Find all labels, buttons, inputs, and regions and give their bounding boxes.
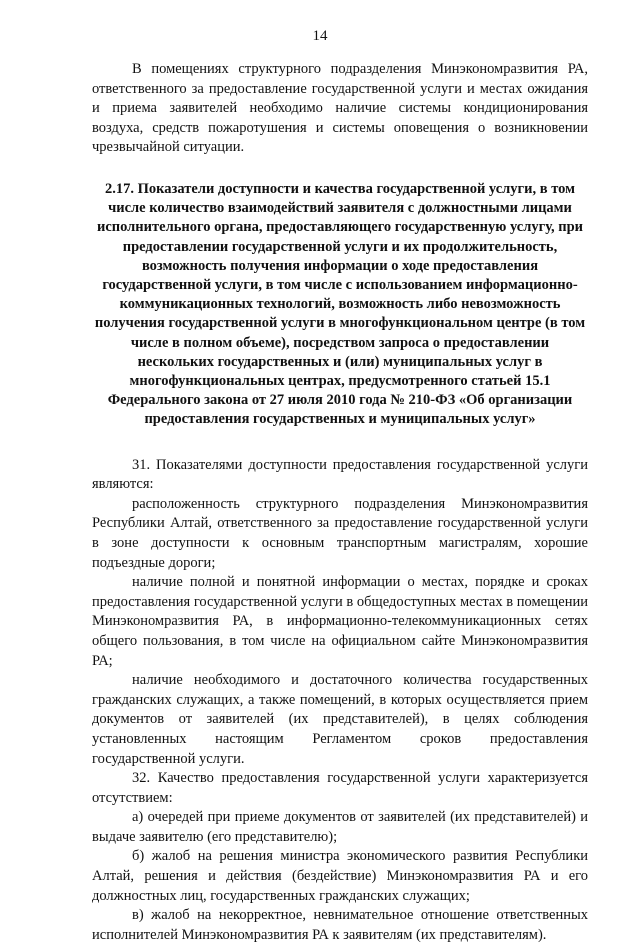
- paragraph-32-b: б) жалоб на решения министра экономического развития Республики Алтай, решения и действия (бездействие) Минэкономразвития РА и его должностных лиц, государственных гражданских служащих;: [92, 848, 588, 904]
- paragraph-32-a: а) очередей при приеме документов от заявителей (их представителей) и выдаче заявителю (его представителю);: [92, 809, 588, 845]
- section-heading: 2.17. Показатели доступности и качества государственной услуги, в том числе количество взаимодействий заявителя с должностными лицами исполнительного органа, предоставляющего государственную услугу, при предоставлении государственной услуги и их продолжительность, возможность получения информации о ходе предоставления государственной услуги, в том числе с использованием информационно-коммуникационных технологий, возможность либо невозможность получения государственной услуги в многофункциональном центре (в том числе в полном объеме), посредством запроса о предоставлении нескольких государственных и (или) муниципальных услуг в многофункциональных центрах, предусмотренного статьей 15.1 Федерального закона от 27 июля 2010 года № 210-ФЗ «Об организации предоставления государственных и муниципальных услуг»: [94, 180, 586, 428]
- paragraph-31-staff: наличие необходимого и достаточного количества государственных гражданских служащих, а также помещений, в которых осуществляется прием документов от заявителей (их представителей), в целях соблюдения установленных настоящим Регламентом сроков предоставления государственной услуги.: [92, 672, 588, 767]
- page-content: [92, 60, 588, 945]
- paragraph-31-lead: 31. Показателями доступности предоставления государственной услуги являются:: [92, 456, 588, 493]
- paragraph-32-c: в) жалоб на некорректное, невнимательное отношение ответственных исполнителей Минэкономразвития РА к заявителям (их представителям).: [92, 907, 588, 943]
- paragraph-31-information: наличие полной и понятной информации о местах, порядке и сроках предоставления государственной услуги в общедоступных местах в помещении Минэкономразвития РА, в информационно-телекоммуникационных сетях общего пользования, в том числе на официальном сайте Минэкономразвития РА;: [92, 574, 588, 669]
- intro-paragraph: В помещениях структурного подразделения Минэкономразвития РА, ответственного за предоставление государственной услуги и местах ожидания и приема заявителей необходимо наличие системы кондиционирования воздуха, средств пожаротушения и системы оповещения о возникновении чрезвычайной ситуации.: [92, 61, 588, 156]
- paragraph-31-location: расположенность структурного подразделения Минэкономразвития Республики Алтай, ответственного за предоставление государственной услуги в зоне доступности к основным транспортным магистралям, хорошие подъездные дороги;: [92, 495, 588, 571]
- page-number: 14: [312, 28, 328, 44]
- paragraph-32-lead: 32. Качество предоставления государственной услуги характеризуется отсутствием:: [92, 770, 588, 806]
